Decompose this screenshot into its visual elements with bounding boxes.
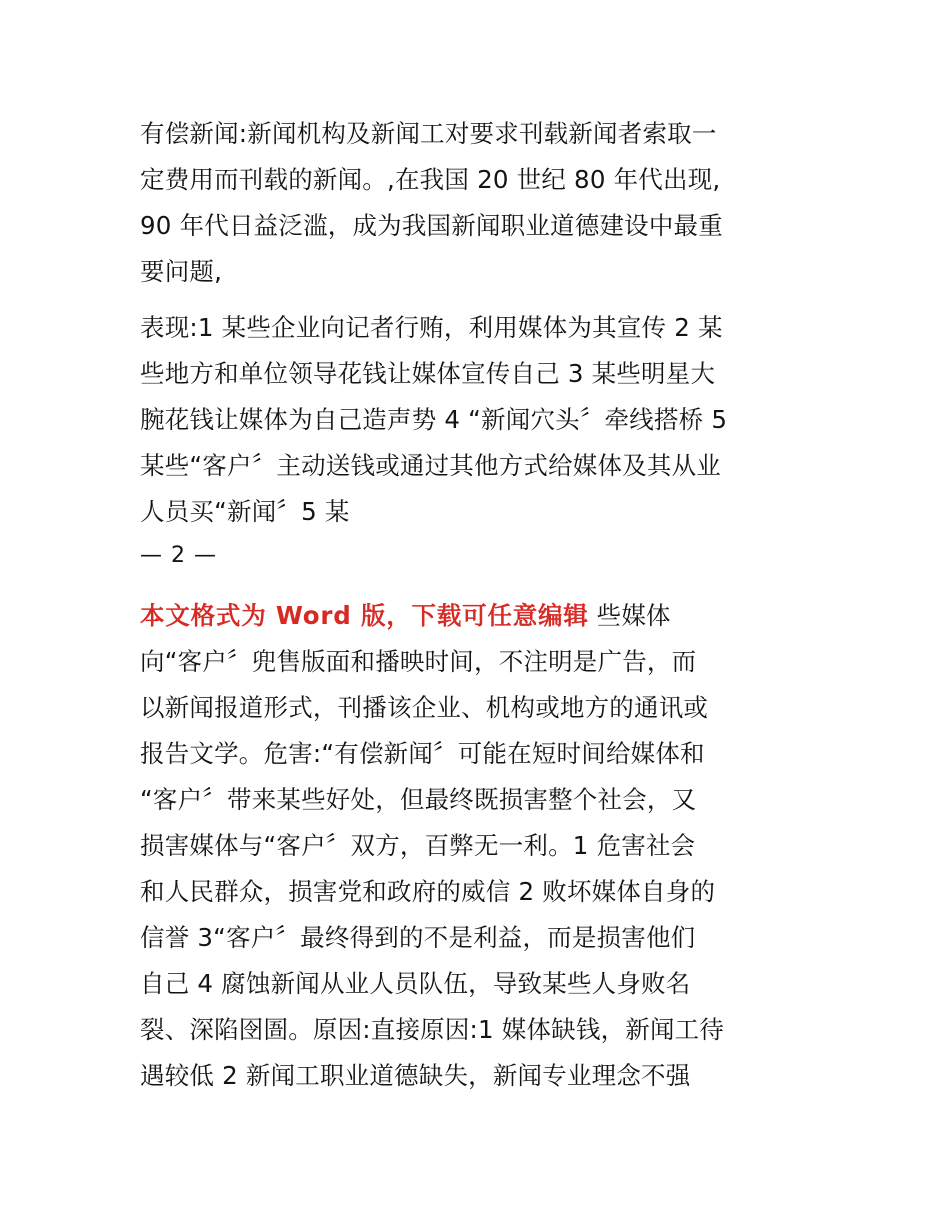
paragraph-3-line-5: “客户〞带来某些好处，但最终既损害整个社会，又 bbox=[140, 785, 697, 814]
paragraph-2-line-1: 表现:1 某些企业向记者行贿，利用媒体为其宣传 2 某 bbox=[140, 313, 723, 342]
paragraph-2-line-4: 某些“客户〞主动送钱或通过其他方式给媒体及其从业 bbox=[140, 451, 721, 480]
paragraph-2-line-3: 腕花钱让媒体为自己造声势 4 “新闻穴头〞牵线搭桥 5 bbox=[140, 405, 728, 434]
paragraph-3-line-2: 向“客户〞兜售版面和播映时间，不注明是广告，而 bbox=[140, 647, 697, 676]
word-format-banner: 本文格式为 Word 版，下载可任意编辑 bbox=[140, 601, 589, 630]
paragraph-3-line-1 bbox=[140, 600, 671, 632]
paragraph-1-line-4: 要问题, bbox=[140, 257, 223, 286]
paragraph-3-line-6: 损害媒体与“客户〞双方，百弊无一利。1 危害社会 bbox=[140, 831, 696, 860]
paragraph-3-line-4: 报告文学。危害:“有偿新闻〞可能在短时间给媒体和 bbox=[140, 739, 705, 768]
paragraph-3-line-8: 信誉 3“客户〞最终得到的不是利益，而是损害他们 bbox=[140, 923, 696, 952]
paragraph-1-line-3: 90 年代日益泛滥，成为我国新闻职业道德建设中最重 bbox=[140, 211, 723, 240]
paragraph-3-line-3: 以新闻报道形式，刊播该企业、机构或地方的通讯或 bbox=[140, 693, 709, 722]
paragraph-1-line-1: 有偿新闻:新闻机构及新闻工对要求刊载新闻者索取一 bbox=[140, 119, 717, 148]
paragraph-2-line-5: 人员买“新闻〞5 某 bbox=[140, 497, 350, 526]
page-number: — 2 — bbox=[140, 543, 217, 568]
paragraph-3-first-tail: 些媒体 bbox=[588, 601, 671, 630]
paragraph-3-line-10: 裂、深陷囹圄。原因:直接原因:1 媒体缺钱，新闻工待 bbox=[140, 1015, 725, 1044]
paragraph-2-line-2: 些地方和单位领导花钱让媒体宣传自己 3 某些明星大 bbox=[140, 359, 716, 388]
paragraph-3-line-9: 自己 4 腐蚀新闻从业人员队伍，导致某些人身败名 bbox=[140, 969, 691, 998]
paragraph-1-line-2: 定费用而刊载的新闻。,在我国 20 世纪 80 年代出现, bbox=[140, 165, 721, 194]
paragraph-3-line-11: 遇较低 2 新闻工职业道德缺失，新闻专业理念不强 bbox=[140, 1061, 691, 1090]
paragraph-3-line-7: 和人民群众，损害党和政府的威信 2 败坏媒体自身的 bbox=[140, 877, 716, 906]
